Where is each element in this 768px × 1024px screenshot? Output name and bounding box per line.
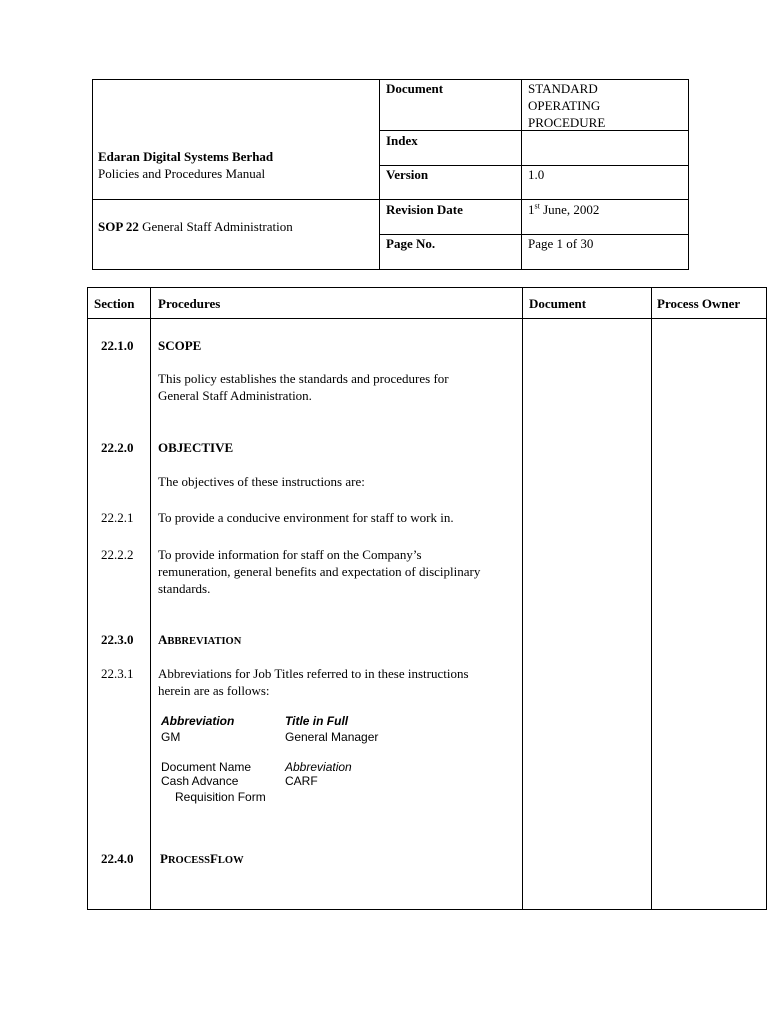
header-border-right: [688, 79, 689, 270]
title-cell: Abbreviation: [285, 760, 352, 774]
item-number: 22.3.1: [101, 666, 134, 681]
table-border-right: [766, 287, 767, 910]
abbr-col-header: Abbreviation: [161, 714, 235, 728]
text-line: General Staff Administration.: [158, 388, 312, 403]
page-no-label: Page No.: [386, 236, 436, 251]
title-initial: F: [209, 851, 218, 866]
document-value: [528, 80, 605, 131]
document-label: Document: [386, 81, 444, 96]
abbr-cell: Document Name: [161, 760, 252, 774]
section-title-scope: SCOPE: [158, 338, 202, 353]
document-value-line: PROCEDURE: [528, 115, 606, 130]
header-row-line-3: [379, 199, 689, 200]
section-number: 22.1.0: [101, 338, 134, 353]
page-number-value: Page 1 of 30: [528, 236, 594, 251]
table-col-divider-2: [522, 287, 523, 910]
revision-date-value: [528, 201, 599, 218]
col-header-process-owner: Process Owner: [657, 296, 741, 311]
revision-date-label: Revision Date: [386, 202, 463, 217]
text-line: standards.: [158, 581, 211, 596]
table-header-bottom: [87, 318, 767, 319]
document-header-table: [92, 79, 689, 270]
manual-name: Policies and Procedures Manual: [98, 166, 266, 181]
header-divider-2: [521, 79, 522, 270]
abbreviation-intro: [158, 665, 469, 699]
document-value-line: STANDARD: [528, 81, 598, 96]
text-line: herein are as follows:: [158, 683, 270, 698]
title-cell: General Manager: [285, 730, 379, 744]
header-left-split: [92, 199, 380, 200]
table-border-bottom: [87, 909, 767, 910]
index-label: Index: [386, 133, 418, 148]
title-initial: P: [160, 851, 168, 866]
revision-month-year: June, 2002: [539, 202, 600, 217]
revision-day: 1: [528, 202, 535, 217]
title-cell: CARF: [285, 774, 318, 788]
item-number: 22.2.1: [101, 510, 134, 525]
col-header-document: Document: [529, 296, 587, 311]
version-label: Version: [386, 167, 429, 182]
section-number: 22.4.0: [101, 851, 134, 866]
document-value-line: OPERATING: [528, 98, 601, 113]
section-number: 22.2.0: [101, 440, 134, 455]
title-rest: BBREVIATION: [167, 636, 242, 647]
table-col-divider-1: [150, 287, 151, 910]
section-title-objective: OBJECTIVE: [158, 440, 234, 455]
header-border-left: [92, 79, 93, 270]
text-line: remuneration, general benefits and expectation of disciplinary: [158, 564, 481, 579]
item-number: 22.2.2: [101, 547, 134, 562]
sop-heading: [98, 218, 293, 235]
section-title-process-flow: [160, 850, 244, 869]
scope-body: [158, 370, 449, 404]
objective-intro: The objectives of these instructions are:: [158, 474, 365, 489]
table-border-left: [87, 287, 88, 910]
col-header-procedures: Procedures: [158, 296, 221, 311]
title-rest: ROCESS: [167, 855, 210, 866]
revision-day-suffix: st: [534, 201, 540, 211]
header-border-bottom: [92, 269, 689, 270]
objective-item-text: To provide a conducive environment for staff to work in.: [158, 510, 454, 525]
objective-item-text: [158, 546, 480, 597]
table-col-divider-3: [651, 287, 652, 910]
sop-code: SOP 22: [98, 219, 139, 234]
title-initial: A: [158, 632, 168, 647]
col-header-section: Section: [94, 296, 135, 311]
section-title-abbreviation: [158, 631, 241, 650]
text-line: This policy establishes the standards and procedures for: [158, 371, 449, 386]
section-number: 22.3.0: [101, 632, 134, 647]
title-col-header: Title in Full: [285, 714, 349, 728]
text-line: To provide information for staff on the Company’s: [158, 547, 422, 562]
sop-title: General Staff Administration: [142, 219, 293, 234]
text-line: Abbreviations for Job Titles referred to in these instructions: [158, 666, 469, 681]
abbr-cell: Requisition Form: [175, 790, 266, 804]
abbr-cell: Cash Advance: [161, 774, 239, 788]
abbr-cell: GM: [161, 730, 181, 744]
table-border-top: [87, 287, 767, 288]
header-divider-1: [379, 79, 380, 270]
version-value: 1.0: [528, 167, 545, 182]
title-rest: LOW: [217, 855, 244, 866]
company-name: Edaran Digital Systems Berhad: [98, 149, 274, 164]
